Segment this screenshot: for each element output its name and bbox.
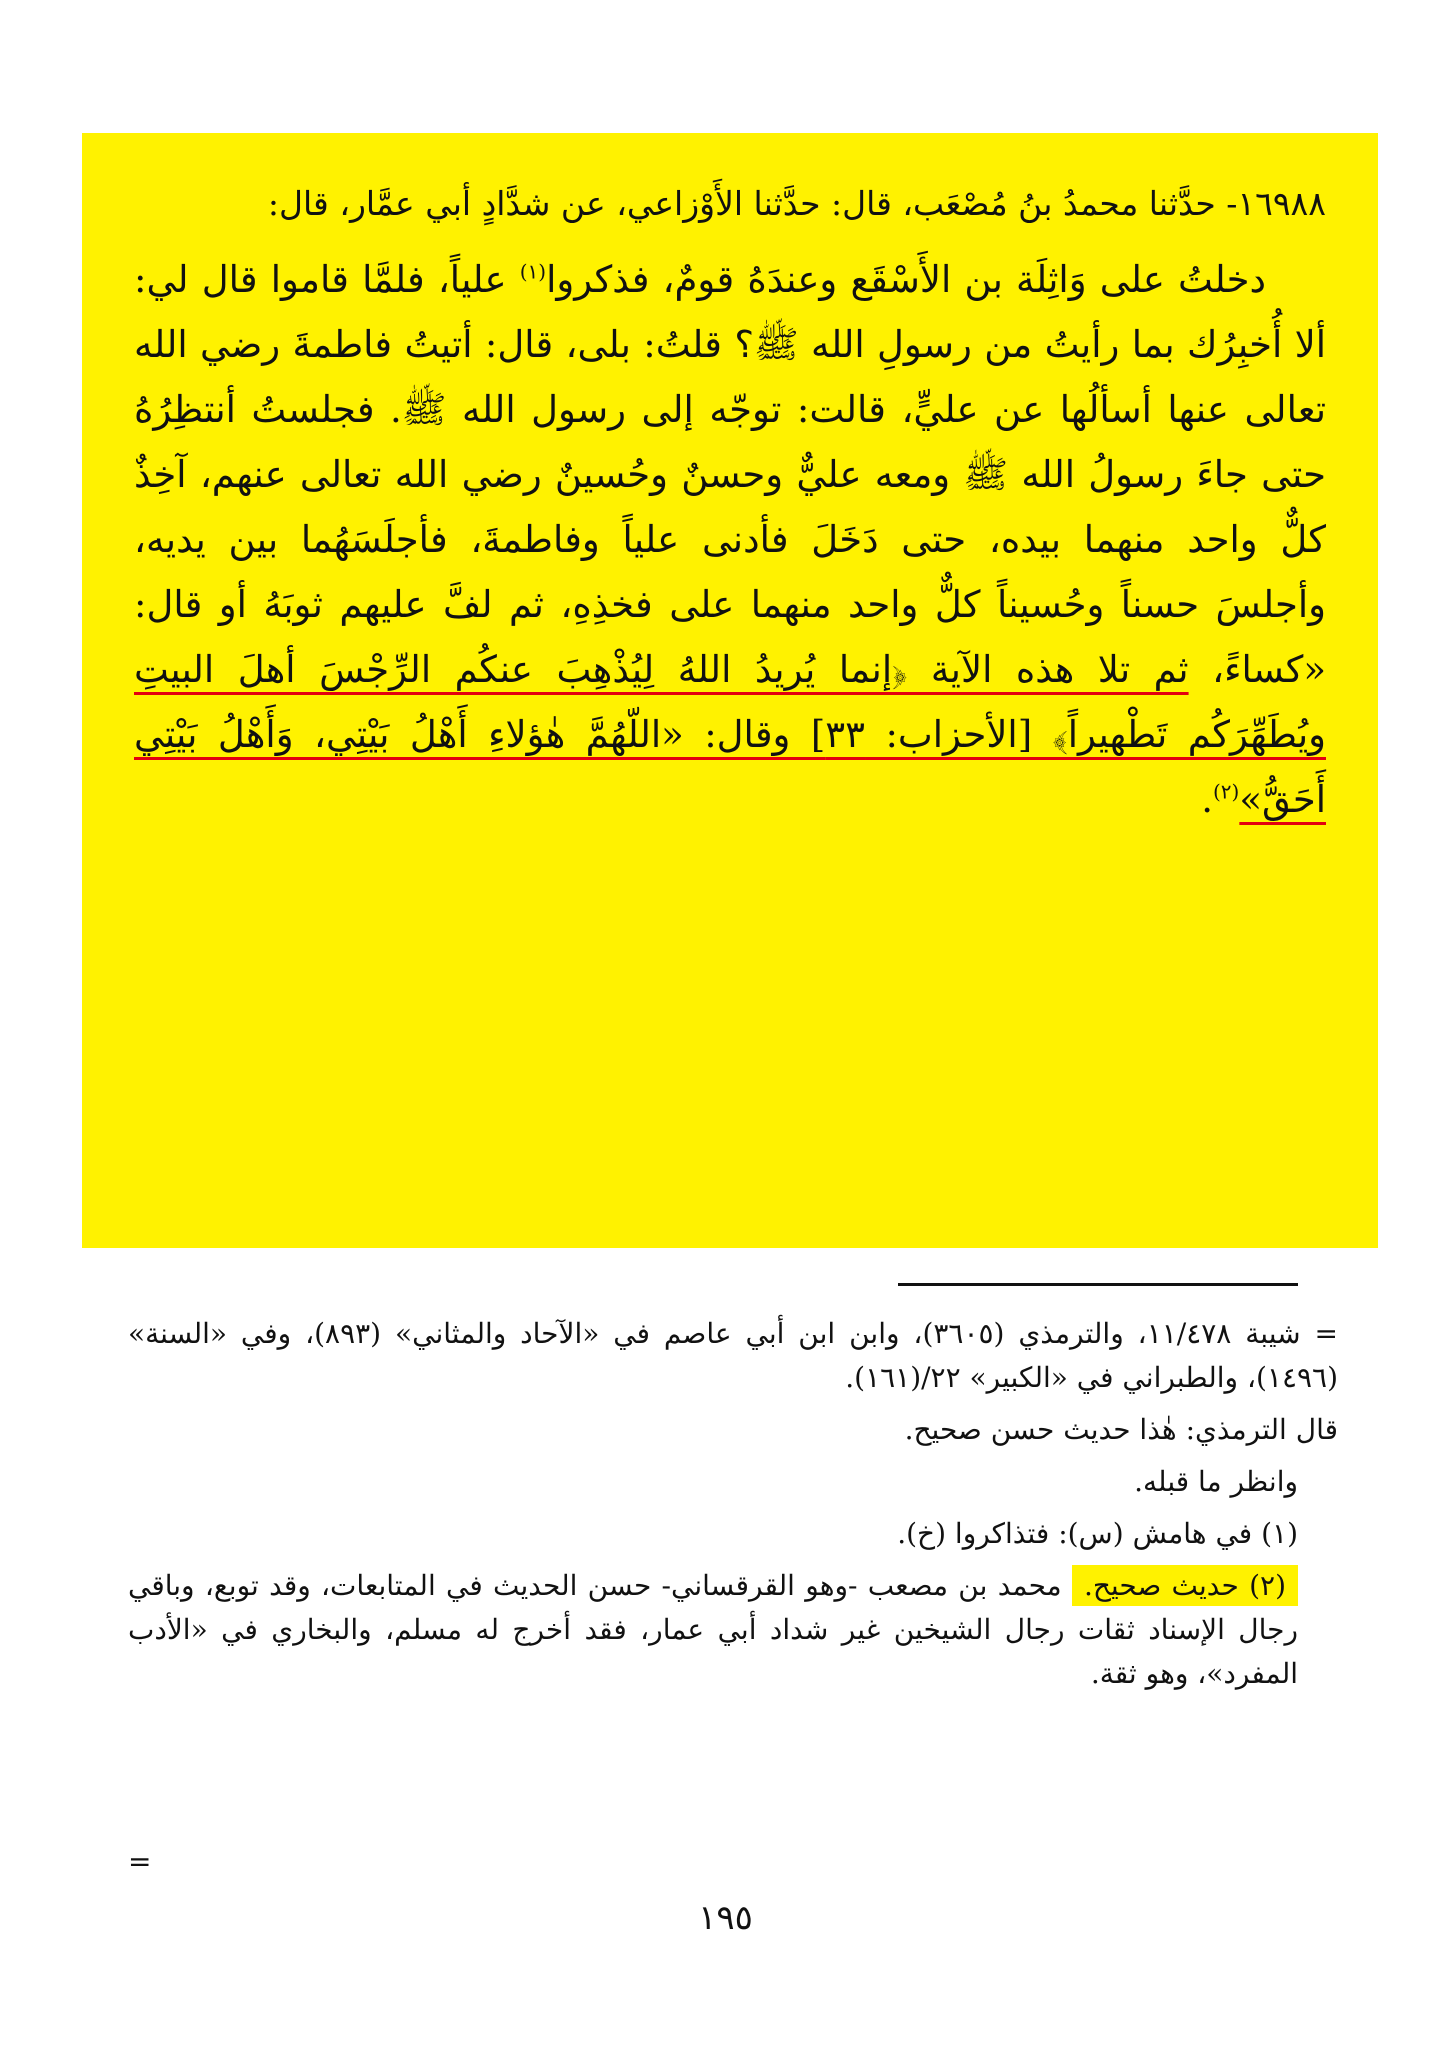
page-number: ١٩٥ — [698, 1898, 753, 1938]
footnote-see-previous: وانظر ما قبله. — [1134, 1465, 1298, 1498]
hadith-text-part1: دخلتُ على وَاثِلَة بن الأَسْقَع وعندَهُ قومٌ، فذكروا — [546, 258, 1266, 301]
hadith-chain-of-narration: ١٦٩٨٨- حدَّثنا محمدُ بنُ مُصْعَب، قال: حدَّثنا الأَوْزاعي، عن شدَّادٍ أبي عمَّار، قال: — [267, 184, 1326, 223]
continuation-mark: = — [128, 1845, 152, 1878]
underlined-verse-passage: ثم تلا هذه الآية ﴿إنما يُريدُ اللهُ لِيُذْهِبَ عنكُم الرِّجْسَ أهلَ البيتِ ويُطَهِّرَكُم تَطْهيراً﴾ [الأحزاب: ٣٣] وقال: «اللّهُمَّ هٰؤلاءِ أَهْلُ بَيْتِي، وَأَهْلُ بَيْتِي أَحَقُّ» — [134, 648, 1326, 821]
footnotes-section — [128, 1312, 1338, 1704]
footnote-ref-2: (٢) — [1212, 779, 1240, 804]
footnote-2-highlighted-grading: (٢) حديث صحيح. — [1072, 1565, 1298, 1606]
footnote-continuation: = شيبة ١١/٤٧٨، والترمذي (٣٦٠٥)، وابن ابن أبي عاصم في «الآحاد والمثاني» (٨٩٣)، وفي «السنة» (١٤٩٦)، والطبراني في «الكبير» ٢٢/(١٦١). — [128, 1317, 1338, 1394]
footnote-ref-1: (١) — [519, 259, 547, 284]
footnote-separator-line — [898, 1283, 1298, 1286]
footnote-1: (١) في هامش (س): فتذاكروا (خ). — [897, 1517, 1298, 1550]
footnote-tirmidhi-comment: قال الترمذي: هٰذا حديث حسن صحيح. — [904, 1413, 1338, 1446]
hadith-text-part2: علياً، فلمَّا قاموا قال لي: ألا أُخبِرُك بما رأيتُ من رسولِ الله ﷺ؟ قلتُ: بلى، قال: أتيتُ فاطمةَ رضي الله تعالى عنها أسألُها عن عليٍّ، قالت: توجّه إلى رسول الله ﷺ. فجلستُ أنتظِرُهُ حتى جاءَ رسولُ الله ﷺ ومعه عليٌّ وحسنٌ وحُسينٌ رضي الله تعالى عنهم، آخِذٌ كلٌّ واحد منهما بيده، حتى دَخَلَ فأدنى علياً وفاطمةَ، فأجلَسَهُما بين يديه، وأجلسَ حسناً وحُسيناً كلٌّ واحد منهما على فخذِهِ، ثم لفَّ عليهم ثوبَهُ أو قال: «كساءً، — [134, 258, 1327, 691]
footnote-2 — [128, 1564, 1338, 1696]
hadith-text — [134, 247, 1326, 832]
footnote-2-text: محمد بن مصعب -وهو القرقساني- حسن الحديث في المتابعات، وقد توبع، وباقي رجال الإسناد ثقات رجال الشيخين غير شداد أبي عمار، فقد أخرج له مسلم، والبخاري في «الأدب المفرد»، وهو ثقة. — [128, 1569, 1298, 1690]
hadith-end-punctuation: . — [1201, 778, 1213, 821]
highlighted-hadith-block — [82, 133, 1378, 1248]
